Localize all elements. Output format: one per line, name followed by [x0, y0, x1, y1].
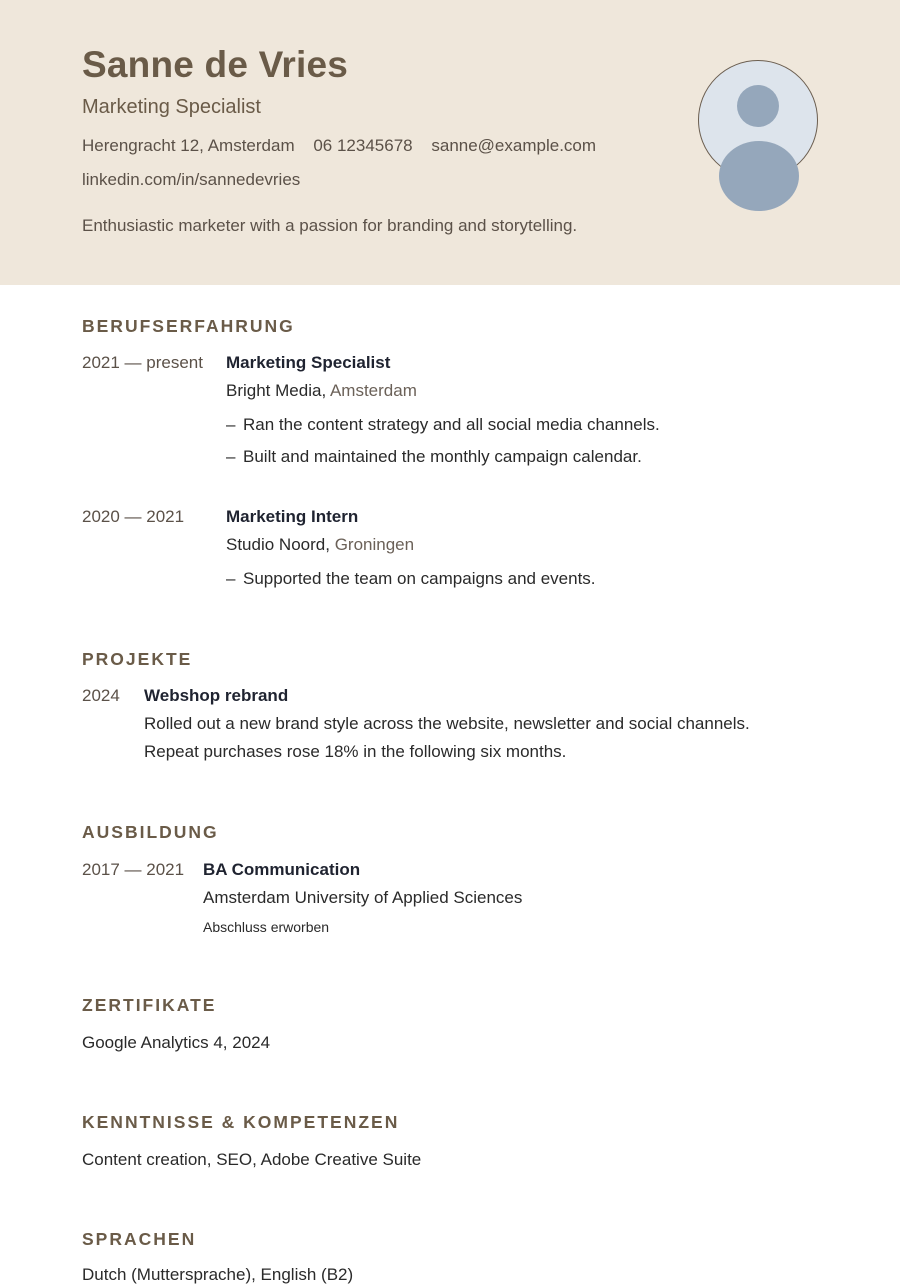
certificates-text: Google Analytics 4, 2024 [82, 1033, 271, 1052]
education-school: Amsterdam University of Applied Sciences [203, 888, 523, 907]
project-description: Rolled out a new brand style across the website, newsletter and social channels. [144, 714, 750, 733]
experience-company: Bright Media [226, 381, 322, 400]
project-description: Repeat purchases rose 18% in the following six months. [144, 742, 567, 761]
experience-bullet: – Supported the team on campaigns and events. [226, 569, 596, 588]
experience-title: Marketing Intern [226, 507, 359, 526]
education-degree: BA Communication [203, 860, 361, 879]
section-heading-projects: PROJEKTE [82, 649, 193, 669]
experience-bullet: – Built and maintained the monthly campaign calendar. [226, 447, 642, 466]
education-note: Abschluss erworben [203, 919, 330, 935]
section-heading-skills: KENNTNISSE & KOMPETENZEN [82, 1112, 400, 1132]
contact-line [82, 136, 610, 156]
avatar-head [737, 85, 779, 127]
section-heading-certificates: ZERTIFIKATE [82, 995, 217, 1015]
experience-location: Amsterdam [329, 381, 417, 400]
profile-summary: Enthusiastic marketer with a passion for branding and storytelling. [82, 216, 578, 235]
avatar-body [719, 141, 799, 211]
experience-company: Studio Noord [226, 535, 326, 554]
experience-company-line: Bright Media, Amsterdam [226, 381, 417, 400]
contact-email[interactable]: sanne@example.com [431, 136, 597, 155]
avatar-placeholder-icon [698, 60, 818, 180]
experience-company-line: Studio Noord, Groningen [226, 535, 415, 554]
contact-phone: 06 12345678 [313, 136, 413, 155]
languages-text: Dutch (Muttersprache), English (B2) [82, 1265, 354, 1284]
experience-dates: 2021 — present [82, 353, 203, 372]
person-name: Sanne de Vries [82, 44, 349, 85]
section-heading-languages: SPRACHEN [82, 1229, 197, 1249]
project-title: Webshop rebrand [144, 686, 289, 705]
section-heading-experience: BERUFSERFAHRUNG [82, 316, 295, 336]
project-year: 2024 [82, 686, 120, 705]
job-title: Marketing Specialist [82, 96, 261, 118]
experience-dates: 2020 — 2021 [82, 507, 185, 526]
contact-address: Herengracht 12, Amsterdam [82, 136, 295, 155]
experience-title: Marketing Specialist [226, 353, 391, 372]
experience-bullet: – Ran the content strategy and all social media channels. [226, 415, 660, 434]
skills-text: Content creation, SEO, Adobe Creative Suite [82, 1150, 422, 1169]
section-heading-education: AUSBILDUNG [82, 822, 219, 842]
contact-linkedin[interactable]: linkedin.com/in/sannedevries [82, 170, 301, 189]
header-band [0, 0, 900, 285]
experience-location: Groningen [334, 535, 415, 554]
education-dates: 2017 — 2021 [82, 860, 185, 879]
